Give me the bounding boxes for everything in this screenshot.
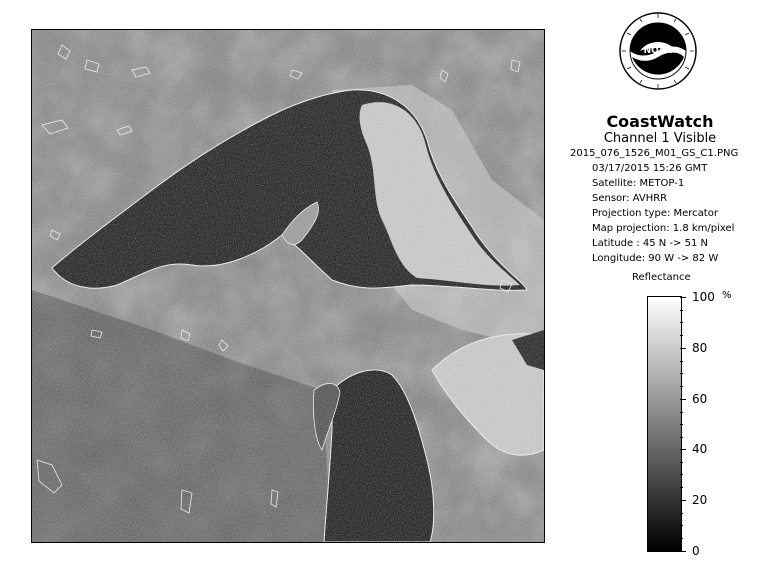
filename: 2015_076_1526_M01_GS_C1.PNG [570,148,739,159]
channel-label: Channel 1 Visible [603,131,717,146]
image-grain [32,30,544,542]
satellite: Satellite: METOP-1 [592,178,685,189]
datetime: 03/17/2015 15:26 GMT [592,163,708,174]
satellite-image [31,29,545,543]
colorbar-minor-tick [680,538,683,539]
colorbar-tick-label: 80 [692,341,708,355]
projection-type: Projection type: Mercator [592,208,718,219]
colorbar-minor-tick [680,525,683,526]
colorbar-tick-label: 100 [692,290,715,304]
colorbar-tick-label: 40 [692,442,708,456]
colorbar-ticks [680,290,740,558]
brand-title: CoastWatch [606,112,714,131]
colorbar-minor-tick [680,487,683,488]
colorbar-unit: % [722,290,732,301]
colorbar-minor-tick [680,462,683,463]
colorbar-tick [680,449,686,450]
colorbar-minor-tick [680,474,683,475]
satellite-image-svg [32,30,544,542]
colorbar-tick [680,551,686,552]
colorbar-tick [680,399,686,400]
noaa-logo [618,11,698,107]
colorbar-minor-tick [680,322,683,323]
svg-text:NOAA: NOAA [643,46,673,56]
colorbar-minor-tick [680,335,683,336]
colorbar-minor-tick [680,386,683,387]
colorbar [647,296,682,552]
colorbar-minor-tick [680,437,683,438]
colorbar-minor-tick [680,513,683,514]
colorbar-minor-tick [680,412,683,413]
map-projection: Map projection: 1.8 km/pixel [592,223,735,234]
colorbar-minor-tick [680,361,683,362]
latitude: Latitude : 45 N -> 51 N [592,238,708,249]
colorbar-tick-label: 60 [692,392,708,406]
colorbar-minor-tick [680,424,683,425]
longitude: Longitude: 90 W -> 82 W [592,253,719,264]
colorbar-minor-tick [680,310,683,311]
colorbar-tick [680,500,686,501]
colorbar-tick [680,297,686,298]
colorbar-tick [680,348,686,349]
metadata-list [560,161,760,266]
colorbar-tick-label: 20 [692,493,708,507]
colorbar-minor-tick [680,373,683,374]
sensor: Sensor: AVHRR [592,193,668,204]
colorbar-title: Reflectance [632,272,691,283]
info-panel [560,113,760,266]
colorbar-tick-label: 0 [692,544,700,558]
